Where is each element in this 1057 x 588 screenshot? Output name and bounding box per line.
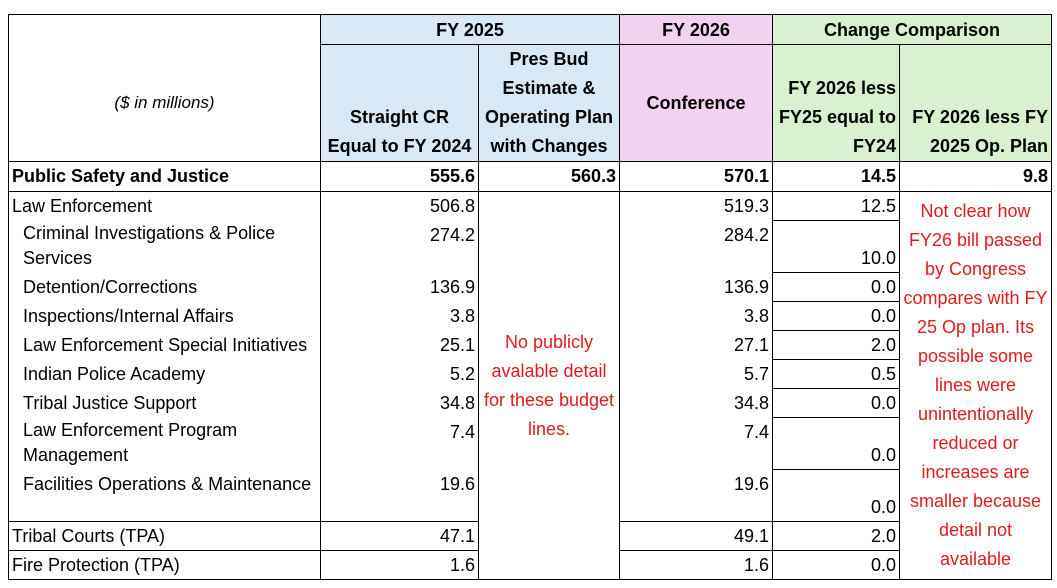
row-cr: 3.8 <box>321 302 479 331</box>
row-conf: 1.6 <box>620 551 773 580</box>
total-pres: 560.3 <box>479 162 620 192</box>
row-label: Law Enforcement <box>9 192 321 221</box>
row-cr: 19.6 <box>321 470 479 522</box>
row-cr: 136.9 <box>321 273 479 302</box>
budget-table <box>8 14 1052 580</box>
row-less24: 0.0 <box>773 389 900 418</box>
total-less24: 14.5 <box>773 162 900 192</box>
op-plan-note: Not clear how FY26 bill passed by Congress compares with FY 25 Op plan. Its possible some lines were unintentionally reduced or increases are smaller because detail not available <box>900 192 1052 580</box>
row-label: Inspections/Internal Affairs <box>9 302 321 331</box>
col-less-fy24: FY 2026 less FY25 equal to FY24 <box>773 45 900 162</box>
row-cr: 5.2 <box>321 360 479 389</box>
total-conf: 570.1 <box>620 162 773 192</box>
total-row <box>9 162 1052 192</box>
row-less24: 2.0 <box>773 522 900 551</box>
row-less24: 0.5 <box>773 360 900 389</box>
row-conf: 19.6 <box>620 470 773 522</box>
fy2026-header: FY 2026 <box>620 15 773 45</box>
col-conference: Conference <box>620 45 773 162</box>
row-label: Law Enforcement Special Initiatives <box>9 331 321 360</box>
row-label: Tribal Justice Support <box>9 389 321 418</box>
total-cr: 555.6 <box>321 162 479 192</box>
row-conf: 519.3 <box>620 192 773 221</box>
row-less24: 0.0 <box>773 551 900 580</box>
row-conf: 27.1 <box>620 331 773 360</box>
row-less24: 0.0 <box>773 273 900 302</box>
row-cr: 34.8 <box>321 389 479 418</box>
row-conf: 5.7 <box>620 360 773 389</box>
total-lessop: 9.8 <box>900 162 1052 192</box>
row-label: Detention/Corrections <box>9 273 321 302</box>
row-conf: 34.8 <box>620 389 773 418</box>
row-label: Law Enforcement Program Management <box>9 418 321 470</box>
row-less24: 12.5 <box>773 192 900 221</box>
col-straight-cr: Straight CR Equal to FY 2024 <box>321 45 479 162</box>
pres-bud-note: No publicly avalable detail for these budget lines. <box>479 192 620 580</box>
row-label: Facilities Operations & Maintenance <box>9 470 321 522</box>
row-cr: 25.1 <box>321 331 479 360</box>
units-label: ($ in millions) <box>9 45 321 162</box>
row-less24: 2.0 <box>773 331 900 360</box>
row-label: Fire Protection (TPA) <box>9 551 321 580</box>
row-less24: 0.0 <box>773 302 900 331</box>
row-conf: 49.1 <box>620 522 773 551</box>
row-less24: 0.0 <box>773 418 900 470</box>
row-label: Criminal Investigations & Police Services <box>9 221 321 273</box>
row-cr: 47.1 <box>321 522 479 551</box>
row-cr: 7.4 <box>321 418 479 470</box>
row-label: Tribal Courts (TPA) <box>9 522 321 551</box>
row-less24: 10.0 <box>773 221 900 273</box>
row-conf: 136.9 <box>620 273 773 302</box>
fy2025-header: FY 2025 <box>321 15 620 45</box>
change-comparison-header: Change Comparison <box>773 15 1052 45</box>
row-cr: 274.2 <box>321 221 479 273</box>
row-conf: 7.4 <box>620 418 773 470</box>
row-label: Indian Police Academy <box>9 360 321 389</box>
row-cr: 506.8 <box>321 192 479 221</box>
row-conf: 3.8 <box>620 302 773 331</box>
col-less-op-plan: FY 2026 less FY 2025 Op. Plan <box>900 45 1052 162</box>
row-less24: 0.0 <box>773 470 900 522</box>
header-blank-cell <box>9 15 321 45</box>
row-conf: 284.2 <box>620 221 773 273</box>
total-label: Public Safety and Justice <box>9 162 321 192</box>
table-row <box>9 192 1052 221</box>
col-pres-bud: Pres Bud Estimate & Operating Plan with Changes <box>479 45 620 162</box>
row-cr: 1.6 <box>321 551 479 580</box>
